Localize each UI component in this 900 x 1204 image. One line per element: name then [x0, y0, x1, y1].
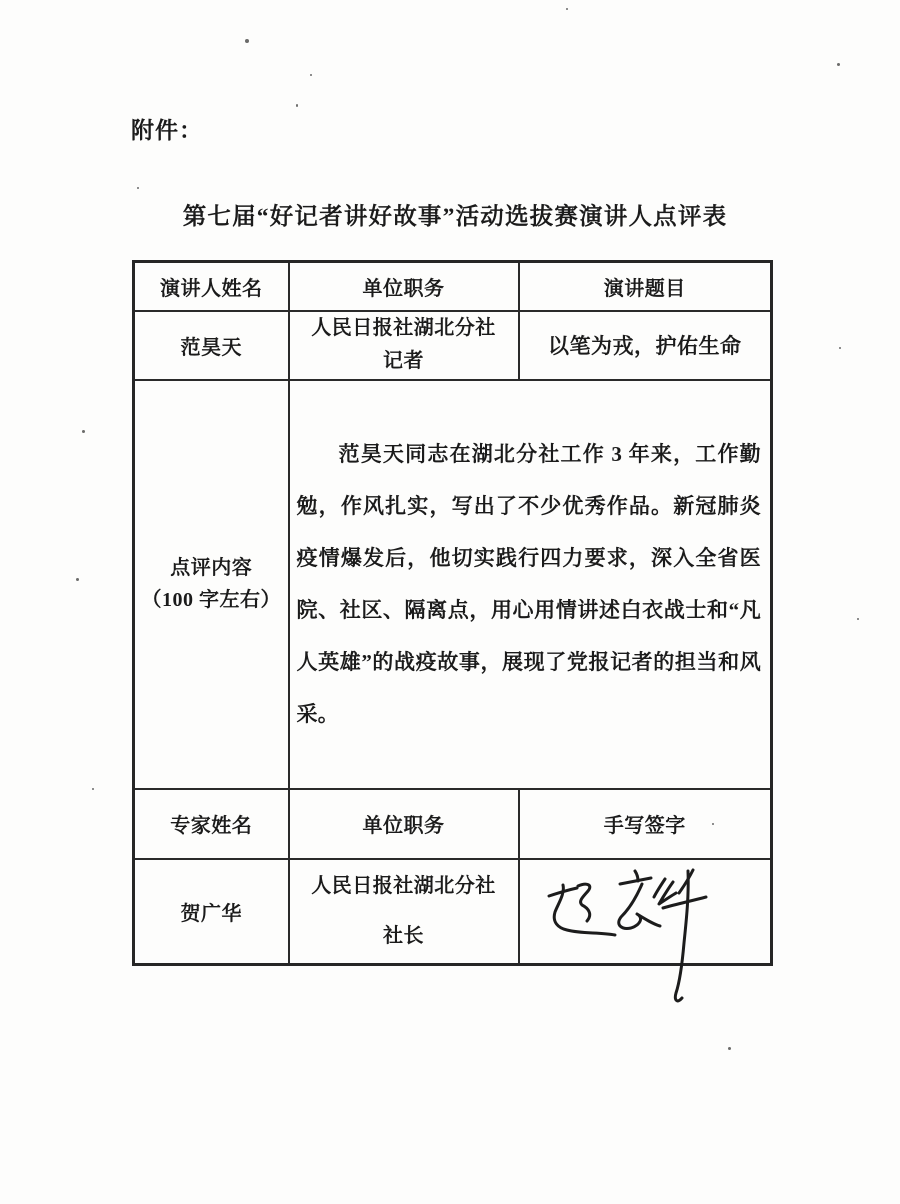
scan-speck: [839, 347, 841, 349]
speaker-unit-line2: 记者: [383, 350, 424, 372]
comment-label-line2: （100 字左右）: [141, 589, 281, 611]
scan-speck: [137, 187, 139, 189]
table-row-speaker-header: [134, 262, 772, 311]
scan-speck: [92, 788, 94, 790]
scan-speck: [837, 63, 840, 66]
scan-speck: [76, 578, 79, 581]
scan-speck: [728, 1047, 731, 1050]
expert-name-header-cell: 专家姓名: [134, 789, 289, 859]
expert-unit-line1: 人民日报社湖北分社: [311, 875, 496, 898]
table-row-expert-header: [134, 789, 772, 859]
comment-paragraph: 范昊天同志在湖北分社工作 3 年来，工作勤勉，作风扎实，写出了不少优秀作品。新冠肺炎疫情爆发后，他切实践行四力要求，深入全省医院、社区、隔离点，用心用情讲述白衣战士和“凡人英雄”的战疫故事，展现了党报记者的担当和风采。: [296, 442, 761, 726]
scan-speck: [296, 104, 298, 107]
signature-stroke: [619, 884, 660, 928]
signature-stroke: [620, 878, 651, 884]
expert-name-cell: 贺广华: [134, 859, 289, 965]
speaker-name-header-cell: 演讲人姓名: [134, 262, 289, 311]
signature-stroke: [679, 870, 693, 893]
document-title: 第七届“好记者讲好故事”活动选拔赛演讲人点评表: [182, 204, 728, 230]
scan-speck: [712, 823, 714, 825]
speaker-name-cell: 范昊天: [134, 311, 289, 380]
speaker-unit-line1: 人民日报社湖北分社: [311, 317, 496, 339]
comment-label-cell: [134, 380, 289, 789]
speech-topic-header-cell: 演讲题目: [519, 262, 772, 311]
handwritten-signature: [525, 858, 775, 1028]
scan-speck: [310, 74, 312, 76]
scan-speck: [82, 430, 85, 433]
scan-speck: [245, 39, 249, 43]
speaker-unit-cell: [289, 311, 519, 380]
unit-title-header-cell: 单位职务: [289, 262, 519, 311]
signature-header-cell: 手写签字: [519, 789, 772, 859]
expert-unit-header-cell: 单位职务: [289, 789, 519, 859]
attachment-label: 附件：: [131, 118, 203, 143]
table-row-speaker: [134, 311, 772, 380]
scan-speck: [566, 8, 568, 10]
signature-stroke: [578, 884, 590, 921]
expert-unit-cell: [289, 859, 519, 965]
comment-content-cell: [289, 380, 772, 789]
table-row-comment: [134, 380, 772, 789]
comment-label-line1: 点评内容: [170, 557, 253, 579]
speech-topic-cell: 以笔为戎，护佑生命: [519, 311, 772, 380]
scan-speck: [857, 618, 859, 620]
expert-unit-line2: 社长: [383, 925, 424, 948]
